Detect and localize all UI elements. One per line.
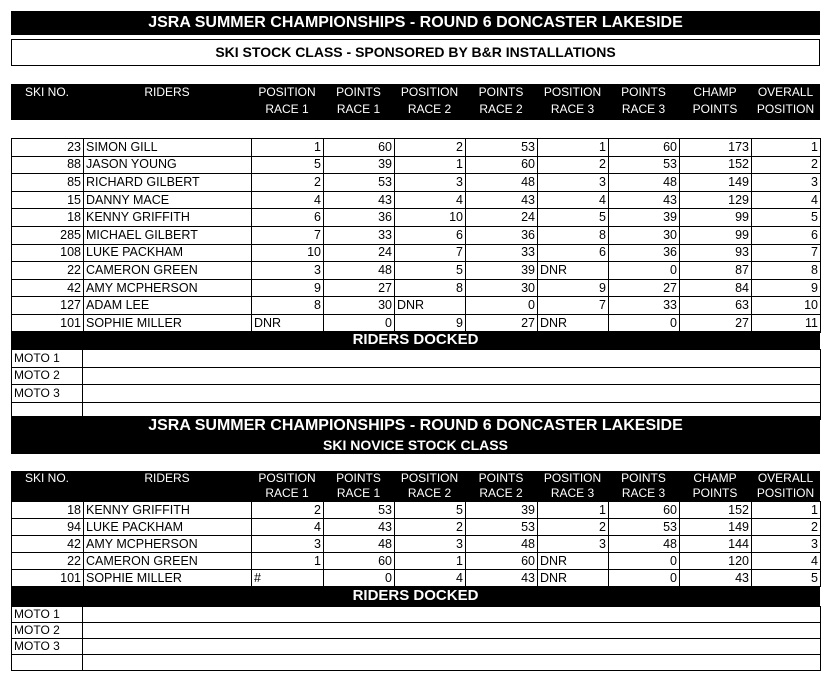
header-position-race-2 xyxy=(394,471,465,501)
header-points-race-3-line2: RACE 3 xyxy=(621,486,666,500)
cell-points-race-1: 53 xyxy=(324,174,395,192)
cell-position-race-1: 5 xyxy=(252,156,324,174)
cell-position-race-1: 2 xyxy=(252,502,324,519)
cell-rider: AMY MCPHERSON xyxy=(84,279,252,297)
cell-points-race-1: 24 xyxy=(324,244,395,262)
table-row xyxy=(12,502,821,519)
cell-position-race-3: 8 xyxy=(538,226,609,244)
cell-points-race-2: 39 xyxy=(466,502,538,519)
cell-rider: AMY MCPHERSON xyxy=(84,536,252,553)
cell-overall-position: 8 xyxy=(752,262,821,280)
cell-ski-no: 22 xyxy=(12,553,84,570)
cell-champ-points: 152 xyxy=(680,502,752,519)
cell-points-race-2: 48 xyxy=(466,174,538,192)
cell-points-race-3: 36 xyxy=(609,244,680,262)
cell-champ-points: 93 xyxy=(680,244,752,262)
cell-champ-points: 144 xyxy=(680,536,752,553)
cell-ski-no: 42 xyxy=(12,279,84,297)
cell-rider: LUKE PACKHAM xyxy=(84,519,252,536)
docked-row xyxy=(12,385,821,403)
cell-position-race-1: 1 xyxy=(252,139,324,157)
cell-position-race-2: 2 xyxy=(395,139,466,157)
cell-overall-position: 2 xyxy=(752,519,821,536)
cell-position-race-1: 1 xyxy=(252,553,324,570)
cell-champ-points: 87 xyxy=(680,262,752,280)
cell-points-race-3: 60 xyxy=(609,502,680,519)
header-position-race-1-line1: POSITION xyxy=(258,471,316,485)
header-points-race-1-line2: RACE 1 xyxy=(336,102,381,116)
cell-points-race-1: 60 xyxy=(324,139,395,157)
cell-position-race-1: 10 xyxy=(252,244,324,262)
cell-points-race-2: 24 xyxy=(466,209,538,227)
cell-position-race-2: 6 xyxy=(395,226,466,244)
cell-position-race-3: DNR xyxy=(538,262,609,280)
cell-position-race-1: 4 xyxy=(252,191,324,209)
cell-rider: SOPHIE MILLER xyxy=(84,314,252,332)
moto-label: MOTO 3 xyxy=(12,639,83,655)
table-row xyxy=(12,279,821,297)
header-position-race-1 xyxy=(251,471,323,501)
cell-position-race-3: 3 xyxy=(538,536,609,553)
cell-rider: ADAM LEE xyxy=(84,297,252,315)
moto-riders xyxy=(83,655,821,671)
cell-ski-no: 88 xyxy=(12,156,84,174)
table-row xyxy=(12,262,821,280)
docked-row xyxy=(12,639,821,655)
cell-points-race-1: 43 xyxy=(324,191,395,209)
cell-position-race-1: 2 xyxy=(252,174,324,192)
cell-points-race-2: 43 xyxy=(466,191,538,209)
cell-ski-no: 23 xyxy=(12,139,84,157)
cell-rider: LUKE PACKHAM xyxy=(84,244,252,262)
table-row xyxy=(12,297,821,315)
cell-overall-position: 10 xyxy=(752,297,821,315)
cell-points-race-1: 48 xyxy=(324,262,395,280)
header-position-race-3-line2: RACE 3 xyxy=(550,486,595,500)
section2-header-row xyxy=(11,471,820,501)
cell-position-race-1: 8 xyxy=(252,297,324,315)
header-rider xyxy=(83,471,251,486)
cell-champ-points: 120 xyxy=(680,553,752,570)
cell-rider: SOPHIE MILLER xyxy=(84,570,252,587)
cell-position-race-2: 10 xyxy=(395,209,466,227)
cell-overall-position: 2 xyxy=(752,156,821,174)
header-champ-points xyxy=(679,471,751,501)
header-points-race-2-line2: RACE 2 xyxy=(479,102,523,116)
table-row xyxy=(12,139,821,157)
cell-overall-position: 5 xyxy=(752,570,821,587)
header-points-race-1 xyxy=(323,471,394,501)
table-row xyxy=(12,191,821,209)
cell-position-race-2: 1 xyxy=(395,156,466,174)
cell-rider: CAMERON GREEN xyxy=(84,553,252,570)
header-points-race-2-line2: RACE 2 xyxy=(479,486,523,500)
cell-ski-no: 285 xyxy=(12,226,84,244)
header-rider-line1: RIDERS xyxy=(144,85,190,99)
header-points-race-1-line1: POINTS xyxy=(336,471,381,485)
cell-points-race-1: 33 xyxy=(324,226,395,244)
header-position-race-3-line1: POSITION xyxy=(543,471,602,485)
cell-ski-no: 101 xyxy=(12,314,84,332)
cell-rider: SIMON GILL xyxy=(84,139,252,157)
cell-points-race-2: 48 xyxy=(466,536,538,553)
header-champ-points-line2: POINTS xyxy=(692,102,738,116)
moto-riders xyxy=(83,623,821,639)
table-row xyxy=(12,174,821,192)
header-points-race-3 xyxy=(608,471,679,501)
header-points-race-1-line1: POINTS xyxy=(336,85,381,99)
cell-position-race-2: DNR xyxy=(395,297,466,315)
section2-title: JSRA SUMMER CHAMPIONSHIPS - ROUND 6 DONCASTER LAKESIDE xyxy=(11,416,820,436)
cell-position-race-3: 7 xyxy=(538,297,609,315)
cell-points-race-3: 0 xyxy=(609,570,680,587)
cell-overall-position: 1 xyxy=(752,139,821,157)
cell-points-race-3: 33 xyxy=(609,297,680,315)
cell-overall-position: 9 xyxy=(752,279,821,297)
header-rider xyxy=(83,84,251,101)
section2-riders-docked-title: RIDERS DOCKED xyxy=(11,586,820,606)
header-champ-points-line1: CHAMP xyxy=(693,85,737,99)
cell-champ-points: 99 xyxy=(680,209,752,227)
cell-champ-points: 173 xyxy=(680,139,752,157)
docked-row xyxy=(12,350,821,368)
cell-overall-position: 4 xyxy=(752,191,821,209)
moto-riders xyxy=(83,639,821,655)
header-overall-position xyxy=(751,84,820,118)
cell-points-race-1: 30 xyxy=(324,297,395,315)
header-points-race-1 xyxy=(323,84,394,118)
cell-position-race-2: 5 xyxy=(395,502,466,519)
cell-champ-points: 27 xyxy=(680,314,752,332)
cell-overall-position: 4 xyxy=(752,553,821,570)
table-row xyxy=(12,314,821,332)
cell-points-race-3: 39 xyxy=(609,209,680,227)
cell-champ-points: 129 xyxy=(680,191,752,209)
header-rider-line1: RIDERS xyxy=(144,471,190,485)
header-champ-points-line1: CHAMP xyxy=(693,471,737,485)
moto-label: MOTO 1 xyxy=(12,350,83,368)
header-position-race-3 xyxy=(537,471,608,501)
cell-points-race-2: 30 xyxy=(466,279,538,297)
cell-position-race-2: 2 xyxy=(395,519,466,536)
cell-position-race-3: 3 xyxy=(538,174,609,192)
cell-points-race-2: 27 xyxy=(466,314,538,332)
moto-riders xyxy=(83,367,821,385)
cell-points-race-3: 0 xyxy=(609,553,680,570)
docked-row xyxy=(12,367,821,385)
section1-riders-docked-title: RIDERS DOCKED xyxy=(11,331,820,349)
cell-points-race-3: 53 xyxy=(609,519,680,536)
cell-position-race-3: DNR xyxy=(538,314,609,332)
cell-points-race-1: 27 xyxy=(324,279,395,297)
cell-points-race-3: 30 xyxy=(609,226,680,244)
cell-position-race-3: 2 xyxy=(538,519,609,536)
table-row xyxy=(12,536,821,553)
cell-champ-points: 152 xyxy=(680,156,752,174)
header-ski-no-line1: SKI NO. xyxy=(24,471,69,485)
section2-results-table xyxy=(11,501,821,587)
cell-points-race-3: 60 xyxy=(609,139,680,157)
cell-position-race-2: 9 xyxy=(395,314,466,332)
cell-overall-position: 11 xyxy=(752,314,821,332)
cell-position-race-3: 4 xyxy=(538,191,609,209)
cell-points-race-3: 27 xyxy=(609,279,680,297)
cell-champ-points: 63 xyxy=(680,297,752,315)
cell-champ-points: 43 xyxy=(680,570,752,587)
cell-position-race-2: 8 xyxy=(395,279,466,297)
cell-ski-no: 94 xyxy=(12,519,84,536)
cell-position-race-1: # xyxy=(252,570,324,587)
cell-ski-no: 18 xyxy=(12,502,84,519)
cell-points-race-1: 43 xyxy=(324,519,395,536)
cell-points-race-2: 43 xyxy=(466,570,538,587)
header-ski-no xyxy=(11,471,83,486)
moto-riders xyxy=(83,385,821,403)
cell-rider: KENNY GRIFFITH xyxy=(84,502,252,519)
section1-results-table xyxy=(11,138,821,333)
header-points-race-3-line1: POINTS xyxy=(621,471,666,485)
cell-points-race-2: 53 xyxy=(466,519,538,536)
header-overall-position-line2: POSITION xyxy=(756,486,815,500)
cell-points-race-1: 0 xyxy=(324,314,395,332)
cell-position-race-2: 4 xyxy=(395,570,466,587)
cell-position-race-3: 1 xyxy=(538,139,609,157)
header-champ-points xyxy=(679,84,751,118)
cell-position-race-1: 3 xyxy=(252,262,324,280)
header-overall-position-line1: OVERALL xyxy=(757,85,814,99)
cell-champ-points: 149 xyxy=(680,519,752,536)
table-row xyxy=(12,570,821,587)
header-points-race-3-line2: RACE 3 xyxy=(621,102,666,116)
cell-position-race-3: 1 xyxy=(538,502,609,519)
section1-riders-docked-table xyxy=(11,349,821,420)
header-ski-no xyxy=(11,84,83,101)
cell-rider: JASON YOUNG xyxy=(84,156,252,174)
table-row xyxy=(12,226,821,244)
moto-label: MOTO 2 xyxy=(12,623,83,639)
docked-row xyxy=(12,623,821,639)
cell-ski-no: 108 xyxy=(12,244,84,262)
cell-ski-no: 85 xyxy=(12,174,84,192)
moto-label: MOTO 3 xyxy=(12,385,83,403)
cell-points-race-1: 39 xyxy=(324,156,395,174)
header-points-race-2-line1: POINTS xyxy=(478,85,524,99)
header-position-race-1-line2: RACE 1 xyxy=(265,102,309,116)
cell-overall-position: 5 xyxy=(752,209,821,227)
moto-riders xyxy=(83,350,821,368)
cell-position-race-1: 9 xyxy=(252,279,324,297)
cell-position-race-1: 7 xyxy=(252,226,324,244)
cell-overall-position: 3 xyxy=(752,536,821,553)
cell-points-race-1: 36 xyxy=(324,209,395,227)
section2-subtitle: SKI NOVICE STOCK CLASS xyxy=(11,436,820,454)
cell-position-race-3: 2 xyxy=(538,156,609,174)
moto-label xyxy=(12,655,83,671)
docked-row xyxy=(12,655,821,671)
header-points-race-1-line2: RACE 1 xyxy=(336,486,381,500)
cell-points-race-2: 60 xyxy=(466,553,538,570)
section2-riders-docked-table xyxy=(11,606,821,671)
header-points-race-2 xyxy=(465,471,537,501)
cell-points-race-1: 0 xyxy=(324,570,395,587)
cell-position-race-2: 7 xyxy=(395,244,466,262)
cell-points-race-3: 53 xyxy=(609,156,680,174)
cell-position-race-2: 3 xyxy=(395,174,466,192)
header-position-race-3 xyxy=(537,84,608,118)
header-overall-position-line1: OVERALL xyxy=(757,471,814,485)
cell-position-race-3: 6 xyxy=(538,244,609,262)
section1-title: JSRA SUMMER CHAMPIONSHIPS - ROUND 6 DONCASTER LAKESIDE xyxy=(11,11,820,35)
header-champ-points-line2: POINTS xyxy=(692,486,738,500)
header-points-race-2 xyxy=(465,84,537,118)
cell-position-race-1: 3 xyxy=(252,536,324,553)
cell-champ-points: 84 xyxy=(680,279,752,297)
cell-points-race-1: 48 xyxy=(324,536,395,553)
section1-header-row xyxy=(11,84,820,120)
cell-champ-points: 99 xyxy=(680,226,752,244)
cell-position-race-3: DNR xyxy=(538,553,609,570)
cell-points-race-3: 0 xyxy=(609,262,680,280)
cell-points-race-3: 48 xyxy=(609,174,680,192)
header-points-race-3 xyxy=(608,84,679,118)
header-points-race-3-line1: POINTS xyxy=(621,85,666,99)
header-position-race-3-line1: POSITION xyxy=(543,85,602,99)
cell-overall-position: 6 xyxy=(752,226,821,244)
cell-position-race-2: 3 xyxy=(395,536,466,553)
cell-position-race-3: DNR xyxy=(538,570,609,587)
cell-rider: KENNY GRIFFITH xyxy=(84,209,252,227)
table-row xyxy=(12,209,821,227)
cell-position-race-1: 6 xyxy=(252,209,324,227)
cell-position-race-3: 5 xyxy=(538,209,609,227)
header-position-race-3-line2: RACE 3 xyxy=(550,102,595,116)
cell-points-race-3: 48 xyxy=(609,536,680,553)
cell-points-race-2: 33 xyxy=(466,244,538,262)
cell-position-race-3: 9 xyxy=(538,279,609,297)
cell-ski-no: 127 xyxy=(12,297,84,315)
cell-rider: CAMERON GREEN xyxy=(84,262,252,280)
cell-points-race-2: 0 xyxy=(466,297,538,315)
cell-rider: MICHAEL GILBERT xyxy=(84,226,252,244)
cell-overall-position: 3 xyxy=(752,174,821,192)
cell-rider: RICHARD GILBERT xyxy=(84,174,252,192)
cell-position-race-1: 4 xyxy=(252,519,324,536)
docked-row xyxy=(12,607,821,623)
table-row xyxy=(12,553,821,570)
cell-points-race-3: 43 xyxy=(609,191,680,209)
cell-position-race-2: 1 xyxy=(395,553,466,570)
cell-position-race-2: 5 xyxy=(395,262,466,280)
table-row xyxy=(12,156,821,174)
cell-points-race-2: 60 xyxy=(466,156,538,174)
header-position-race-1-line2: RACE 1 xyxy=(265,486,309,500)
header-position-race-1 xyxy=(251,84,323,118)
header-overall-position-line2: POSITION xyxy=(756,102,815,116)
header-points-race-2-line1: POINTS xyxy=(478,471,524,485)
cell-points-race-1: 53 xyxy=(324,502,395,519)
cell-points-race-1: 60 xyxy=(324,553,395,570)
header-position-race-2-line1: POSITION xyxy=(400,471,459,485)
header-position-race-1-line1: POSITION xyxy=(258,85,316,99)
section1-subtitle: SKI STOCK CLASS - SPONSORED BY B&R INSTALLATIONS xyxy=(11,39,820,66)
header-position-race-2-line1: POSITION xyxy=(400,85,459,99)
cell-position-race-1: DNR xyxy=(252,314,324,332)
cell-ski-no: 22 xyxy=(12,262,84,280)
cell-ski-no: 15 xyxy=(12,191,84,209)
cell-champ-points: 149 xyxy=(680,174,752,192)
cell-points-race-3: 0 xyxy=(609,314,680,332)
cell-overall-position: 1 xyxy=(752,502,821,519)
header-position-race-2 xyxy=(394,84,465,118)
cell-position-race-2: 4 xyxy=(395,191,466,209)
table-row xyxy=(12,244,821,262)
cell-points-race-2: 53 xyxy=(466,139,538,157)
moto-label: MOTO 1 xyxy=(12,607,83,623)
cell-ski-no: 101 xyxy=(12,570,84,587)
cell-overall-position: 7 xyxy=(752,244,821,262)
cell-points-race-2: 36 xyxy=(466,226,538,244)
cell-ski-no: 42 xyxy=(12,536,84,553)
cell-rider: DANNY MACE xyxy=(84,191,252,209)
header-position-race-2-line2: RACE 2 xyxy=(407,486,452,500)
table-row xyxy=(12,519,821,536)
header-position-race-2-line2: RACE 2 xyxy=(407,102,452,116)
moto-riders xyxy=(83,607,821,623)
header-overall-position xyxy=(751,471,820,501)
cell-points-race-2: 39 xyxy=(466,262,538,280)
cell-ski-no: 18 xyxy=(12,209,84,227)
moto-label: MOTO 2 xyxy=(12,367,83,385)
header-ski-no-line1: SKI NO. xyxy=(24,85,69,99)
